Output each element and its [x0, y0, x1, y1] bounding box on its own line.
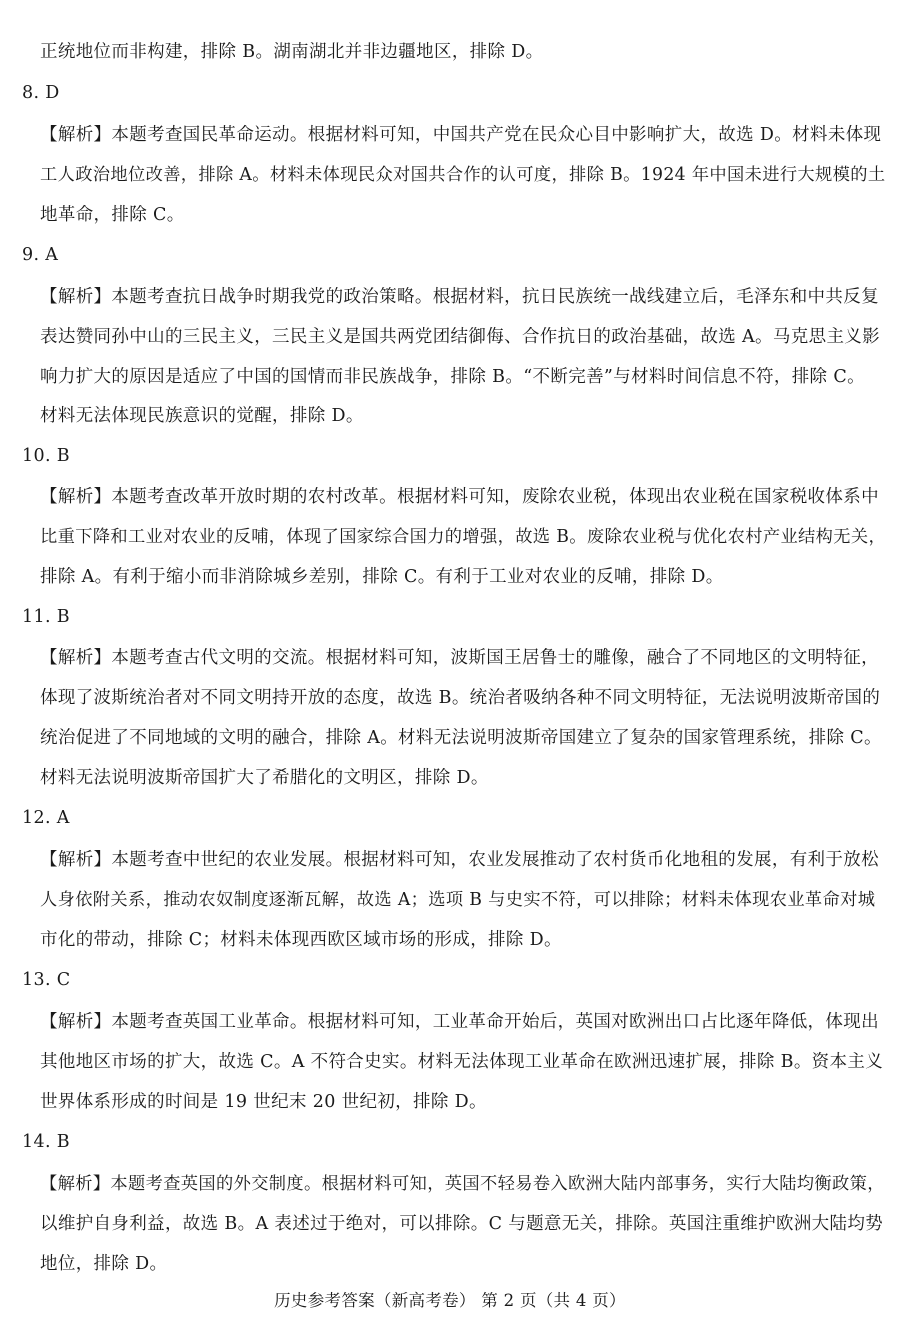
- explanation-line: 【解析】本题考查古代文明的交流。根据材料可知，波斯国王居鲁士的雕像，融合了不同地区的文明特征，: [40, 648, 879, 668]
- answer-number-13: 13. C: [22, 970, 71, 990]
- explanation-line: 地位，排除 D。: [40, 1254, 168, 1274]
- explanation-line: 【解析】本题考查中世纪的农业发展。根据材料可知，农业发展推动了农村货币化地租的发展，有利于放松: [40, 850, 879, 870]
- explanation-line: 市化的带动，排除 C；材料未体现西欧区域市场的形成，排除 D。: [40, 930, 562, 950]
- explanation-line: 以维护自身利益，故选 B。A 表述过于绝对，可以排除。C 与题意无关，排除。英国注重维护欧洲大陆均势: [40, 1214, 884, 1234]
- explanation-line: 统治促进了不同地域的文明的融合，排除 A。材料无法说明波斯帝国建立了复杂的国家管理系统，排除 C。: [40, 728, 882, 748]
- explanation-line: 表达赞同孙中山的三民主义，三民主义是国共两党团结御侮、合作抗日的政治基础，故选 A。马克思主义影: [40, 327, 880, 347]
- explanation-line: 体现了波斯统治者对不同文明持开放的态度，故选 B。统治者吸纳各种不同文明特征，无法说明波斯帝国的: [40, 688, 881, 708]
- explanation-line: 排除 A。有利于缩小而非消除城乡差别，排除 C。有利于工业对农业的反哺，排除 D。: [40, 567, 724, 587]
- explanation-line: 世界体系形成的时间是 19 世纪末 20 世纪初，排除 D。: [40, 1092, 487, 1112]
- explanation-line: 地革命，排除 C。: [40, 205, 185, 225]
- answer-number-8: 8. D: [22, 83, 60, 103]
- answer-number-11: 11. B: [22, 607, 71, 627]
- explanation-line: 【解析】本题考查改革开放时期的农村改革。根据材料可知，废除农业税，体现出农业税在国家税收体系中: [40, 487, 879, 507]
- explanation-line: 材料无法说明波斯帝国扩大了希腊化的文明区，排除 D。: [40, 768, 489, 788]
- explanation-line: 【解析】本题考查抗日战争时期我党的政治策略。根据材料，抗日民族统一战线建立后，毛泽东和中共反复: [40, 287, 879, 307]
- explanation-line: 【解析】本题考查英国的外交制度。根据材料可知，英国不轻易卷入欧洲大陆内部事务，实行大陆均衡政策，: [40, 1174, 885, 1194]
- explanation-line: 比重下降和工业对农业的反哺，体现了国家综合国力的增强，故选 B。废除农业税与优化农村产业结构无关，: [40, 527, 887, 547]
- page-footer: 历史参考答案（新高考卷） 第 2 页（共 4 页）: [274, 1291, 626, 1310]
- explanation-line: 响力扩大的原因是适应了中国的国情而非民族战争，排除 B。“不断完善”与材料时间信息不符，排除 C。: [40, 367, 865, 387]
- answer-number-10: 10. B: [22, 446, 71, 466]
- answer-number-12: 12. A: [22, 808, 70, 828]
- explanation-line: 工人政治地位改善，排除 A。材料未体现民众对国共合作的认可度，排除 B。1924 年中国未进行大规模的土: [40, 165, 886, 185]
- explanation-line: 材料无法体现民族意识的觉醒，排除 D。: [40, 406, 364, 426]
- explanation-line: 【解析】本题考查英国工业革命。根据材料可知，工业革命开始后，英国对欧洲出口占比逐年降低，体现出: [40, 1012, 879, 1032]
- answer-number-9: 9. A: [22, 245, 59, 265]
- intro-line: 正统地位而非构建，排除 B。湖南湖北并非边疆地区，排除 D。: [40, 42, 544, 62]
- explanation-line: 人身依附关系，推动农奴制度逐渐瓦解，故选 A；选项 B 与史实不符，可以排除；材料未体现农业革命对城: [40, 890, 876, 910]
- answer-number-14: 14. B: [22, 1132, 71, 1152]
- explanation-line: 【解析】本题考查国民革命运动。根据材料可知，中国共产党在民众心目中影响扩大，故选 D。材料未体现: [40, 125, 882, 145]
- explanation-line: 其他地区市场的扩大，故选 C。A 不符合史实。材料无法体现工业革命在欧洲迅速扩展，排除 B。资本主义: [40, 1052, 884, 1072]
